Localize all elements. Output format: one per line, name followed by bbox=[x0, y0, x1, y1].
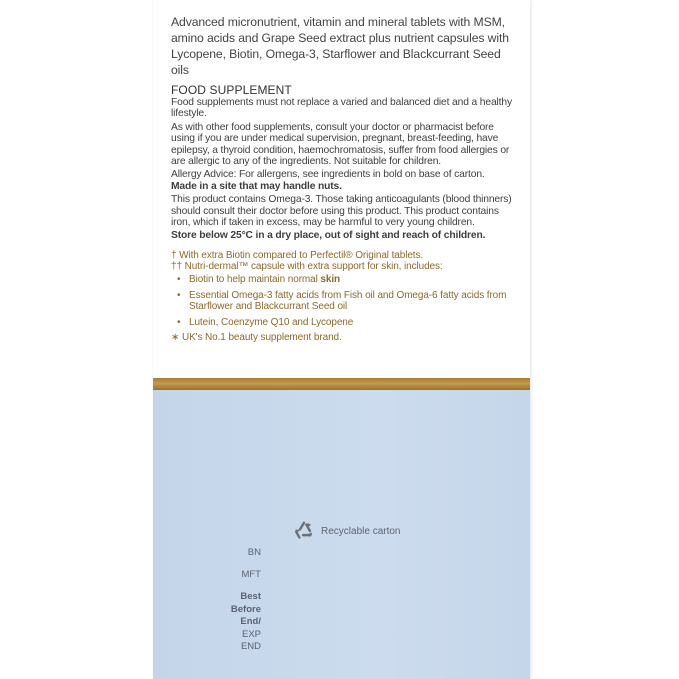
best-before-line-1: Best bbox=[240, 591, 261, 602]
biotin-footnote: † With extra Biotin compared to Perfectil® Original tablets. bbox=[171, 249, 424, 261]
gold-band bbox=[153, 378, 530, 390]
consult-warning: As with other food supplements, consult your doctor or pharmacist before using if you are under medical supervision, pregnant, breast-feeding, have epilepsy, a thyroid condition, haemochromatosis, suffer from food allergies or are allergic to any of the ingredients. Not suitable for children. bbox=[171, 121, 510, 168]
nuts-warning: Made in a site that may handle nuts. bbox=[171, 180, 342, 192]
list-item: • Essential Omega-3 fatty acids from Fish oil and Omega-6 fatty acids from Starflower and Blackcurrant Seed oil bbox=[177, 289, 507, 313]
manufacture-label: MFT bbox=[241, 569, 261, 580]
recyclable-label: Recyclable carton bbox=[321, 525, 401, 537]
allergy-text: For allergens, see ingredients in bold on base of carton. bbox=[236, 169, 485, 181]
info-content bbox=[171, 14, 519, 343]
recycle-icon bbox=[293, 520, 315, 542]
nutri-dermal-footnote: †† Nutri-dermal™ capsule with extra support for skin, includes: bbox=[171, 261, 443, 273]
capsule-benefits-list bbox=[171, 274, 519, 328]
footnotes bbox=[171, 250, 519, 344]
blue-panel bbox=[153, 390, 530, 679]
recyclable-badge bbox=[293, 520, 400, 542]
list-item: • Biotin to help maintain normal skin bbox=[177, 274, 341, 286]
info-panel bbox=[153, 0, 530, 378]
batch-number-label: BN bbox=[247, 547, 261, 558]
food-supplement-heading: FOOD SUPPLEMENT bbox=[171, 83, 292, 97]
brand-footnote: ∗ UK's No.1 beauty supplement brand. bbox=[171, 332, 342, 344]
omega-warning: This product contains Omega-3. Those taking anticoagulants (blood thinners) should consult their doctor before using this product. This product contains iron, which if taken in excess, may be harmful to very young children. bbox=[171, 194, 512, 229]
storage-instructions: Store below 25°C in a dry place, out of sight and reach of children. bbox=[171, 230, 486, 242]
list-item: • Lutein, Coenzyme Q10 and Lycopene bbox=[177, 316, 354, 328]
bullet-icon: • bbox=[177, 289, 181, 301]
diet-warning: Food supplements must not replace a varied and balanced diet and a healthy lifestyle. bbox=[171, 97, 512, 120]
allergy-label: Allergy Advice: bbox=[171, 169, 237, 181]
allergy-advice bbox=[171, 169, 519, 192]
exp-end-label: EXP END bbox=[240, 628, 261, 652]
best-before-line-3: End/ bbox=[240, 616, 261, 627]
bullet-icon: • bbox=[177, 316, 181, 328]
carton-back bbox=[153, 0, 530, 679]
bullet-icon: • bbox=[177, 274, 181, 286]
best-before-line-2: Before bbox=[230, 603, 261, 615]
product-description: Advanced micronutrient, vitamin and mineral tablets with MSM, amino acids and Grape Seed extract plus nutrient capsules with Lycopene, Biotin, Omega-3, Starflower and Blackcurrant Seed oils bbox=[171, 15, 509, 77]
batch-codes bbox=[223, 547, 261, 653]
